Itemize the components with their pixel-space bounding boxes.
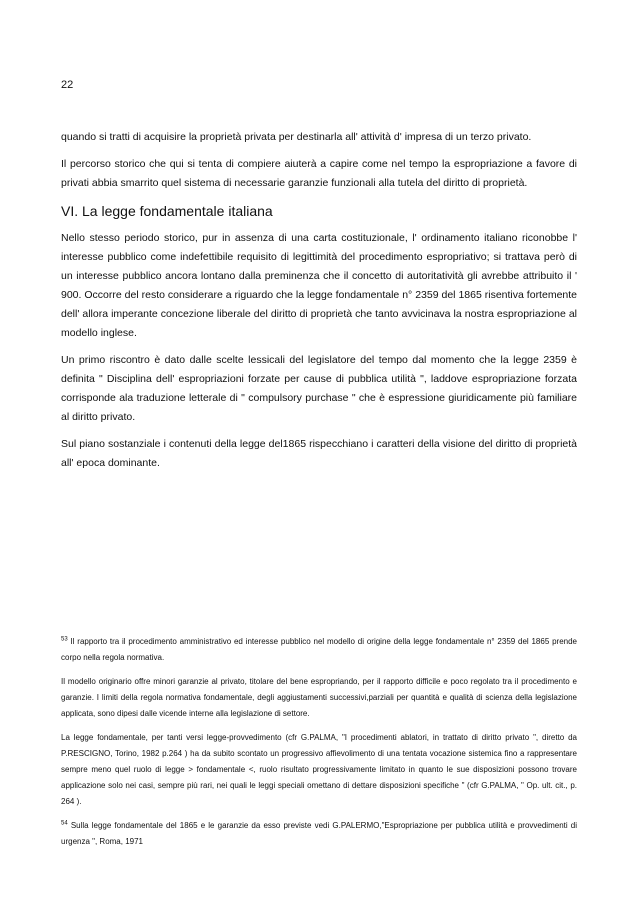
section-paragraph-1: Nello stesso periodo storico, pur in assenza di una carta costituzionale, l' ordinamento italiano riconobbe l' interesse pubblico come indefettibile requisito di legittimità del procedimento espropriativo; si trattava però di un interesse pubblico ancora lontano dalla preminenza che il concetto di autoritatività gli avrebbe attribuito il ' 900. Occorre del resto considerare a riguardo che la legge fondamentale n° 2359 del 1865 risentiva fortemente dell' allora imperante concezione liberale del diritto di proprietà che tanto avvicinava la nostra espropriazione al modello inglese. <box>61 232 577 339</box>
footnotes <box>61 634 577 858</box>
footnote-53-text: Il rapporto tra il procedimento amministrativo ed interesse pubblico nel modello di origine della legge fondamentale n° 2359 del 1865 prende corpo nella regola normativa. <box>61 637 577 662</box>
paragraph-2: Il percorso storico che qui si tenta di compiere aiuterà a capire come nel tempo la espropriazione a favore di privati abbia smarrito quel sistema di necessarie garanzie funzionali alla tutela del diritto di proprietà. <box>61 158 577 189</box>
section-heading: VI. La legge fondamentale italiana <box>61 203 273 219</box>
footnote-53-mark: 53 <box>61 636 68 643</box>
footnote-54-text: Sulla legge fondamentale del 1865 e le garanzie da esso previste vedi G.PALERMO,"Espropriazione per pubblica utilità e provvedimenti di urgenza ", Roma, 1971 <box>61 821 577 846</box>
footnote-54 <box>61 818 577 850</box>
section-paragraph-2: Un primo riscontro è dato dalle scelte lessicali del legislatore del tempo dal momento che la legge 2359 è definita " Disciplina dell' espropriazioni forzate per cause di pubblica utilità ", laddove espropriazione forzata corrisponde ala traduzione letterale di " compulsory purchase " che è espressione giuridicamente più familiare al diritto privato. <box>61 354 577 423</box>
paragraph-1: quando si tratti di acquisire la proprietà privata per destinarla all' attività d' impresa di un terzo privato. <box>61 131 532 143</box>
body-text <box>61 128 577 481</box>
footnote-53 <box>61 634 577 666</box>
page-number: 22 <box>61 79 74 91</box>
footnote-53-para2: Il modello originario offre minori garanzie al privato, titolare del bene espropriando, per il rapporto difficile e poco regolato tra il procedimento e garanzie. I limiti della regola normativa fondamentale, degli aggiustamenti successivi,parziali per quantità e qualità di scienza della legislazione applicata, sono dipesi dalle vicende interne alla legislazione di settore. <box>61 677 577 718</box>
section-paragraph-3: Sul piano sostanziale i contenuti della legge del1865 rispecchiano i caratteri della visione del diritto di proprietà all' epoca dominante. <box>61 438 577 469</box>
footnote-53-para3: La legge fondamentale, per tanti versi legge-provvedimento (cfr G.PALMA, "I procedimenti ablatori, in trattato di diritto privato ", diretto da P.RESCIGNO, Torino, 1982 p.264 ) ha da subito scontato un progressivo affievolimento di una tentata vocazione sistemica fino a rappresentare sempre meno quel ruolo di legge > fondamentale <, ruolo risultato progressivamente limitato in quanto le sue disposizioni possono trovare applicazione solo nei casi, sempre più rari, nei quali le leggi speciali omettano di dettare disposizioni specifiche " (cfr G.PALMA, " Op. ult. cit., p. 264 ). <box>61 733 577 806</box>
footnote-54-mark: 54 <box>61 820 68 827</box>
